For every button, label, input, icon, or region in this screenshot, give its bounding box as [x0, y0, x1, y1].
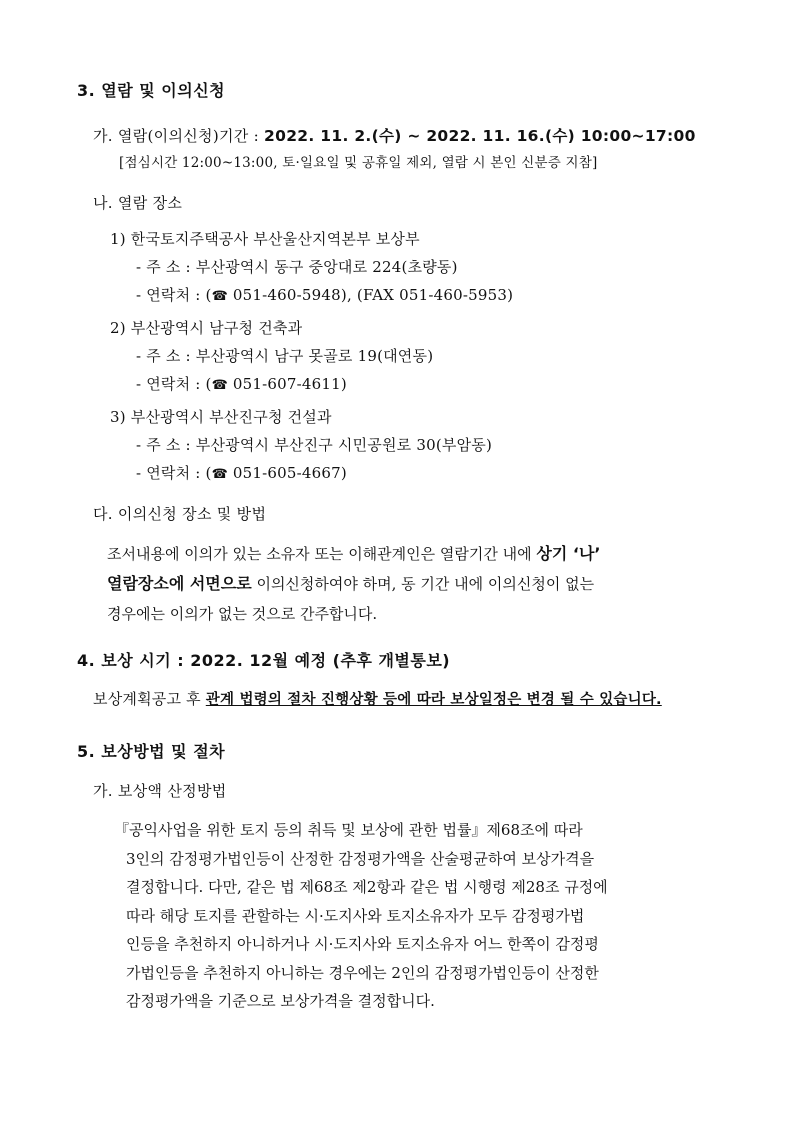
- section-5-title: 5. 보상방법 및 절차: [77, 742, 226, 761]
- valuation-line-5: 인등을 추천하지 아니하거나 시·도지사와 토지소유자 어느 한쪽이 감정평: [126, 935, 599, 953]
- compensation-schedule-note: 보상계획공고 후 관계 법령의 절차 진행상황 등에 따라 보상일정은 변경 될 수 있습니다.: [93, 690, 662, 708]
- place-1-address: - 주 소 : 부산광역시 동구 중앙대로 224(초량동): [136, 258, 458, 276]
- place-3-address: - 주 소 : 부산광역시 부산진구 시민공원로 30(부암동): [136, 436, 493, 454]
- place-1-name: 1) 한국토지주택공사 부산울산지역본부 보상부: [110, 230, 420, 248]
- place-1-contact: [136, 284, 513, 305]
- objection-method-label: 다. 이의신청 장소 및 방법: [93, 505, 267, 523]
- contact-prefix: - 연락처 : (: [136, 464, 212, 482]
- objection-paragraph: [107, 539, 719, 629]
- place-2-address: - 주 소 : 부산광역시 남구 못골로 19(대연동): [136, 347, 434, 365]
- schedule-change-notice: 관계 법령의 절차 진행상황 등에 따라 보상일정은 변경 될 수 있습니다.: [205, 692, 662, 708]
- valuation-line-3: 결정합니다. 다만, 같은 법 제68조 제2항과 같은 법 시행령 제28조 규정에: [126, 878, 608, 896]
- place-3-contact: [136, 462, 347, 483]
- inspection-places-label: 나. 열람 장소: [93, 194, 183, 212]
- inspection-period-label: 가. 열람(이의신청)기간 :: [93, 127, 265, 145]
- valuation-method-label: 가. 보상액 산정방법: [93, 782, 227, 800]
- valuation-line-1: 『공익사업을 위한 토지 등의 취득 및 보상에 관한 법률』제68조에 따라: [114, 821, 583, 839]
- place-2-contact: [136, 373, 347, 394]
- valuation-line-2: 3인의 감정평가법인등이 산정한 감정평가액을 산술평균하여 보상가격을: [126, 849, 595, 868]
- contact-number: 051-460-5948), (FAX 051-460-5953): [227, 286, 514, 304]
- phone-icon: ☎: [211, 289, 228, 304]
- section-3-title: 3. 열람 및 이의신청: [77, 81, 226, 100]
- objection-line-2: 열람장소에 서면으로 이의신청하여야 하며, 동 기간 내에 이의신청이 없는: [107, 574, 595, 593]
- valuation-line-4: 따라 해당 토지를 관할하는 시·도지사와 토지소유자가 모두 감정평가법: [126, 906, 585, 925]
- contact-number: 051-607-4611): [227, 375, 347, 393]
- phone-icon: ☎: [211, 378, 228, 393]
- contact-number: 051-605-4667): [227, 464, 347, 482]
- inspection-period-value: 2022. 11. 2.(수) ~ 2022. 11. 16.(수) 10:00~17:00: [264, 127, 696, 145]
- inspection-period: [93, 124, 696, 146]
- objection-line-1: 조서내용에 이의가 있는 소유자 또는 이해관계인은 열람기간 내에 상기 ‘나’: [107, 544, 601, 563]
- inspection-note: [점심시간 12:00~13:00, 토·일요일 및 공휴일 제외, 열람 시 본인 신분증 지참]: [119, 155, 598, 171]
- place-3-name: 3) 부산광역시 부산진구청 건설과: [110, 408, 332, 426]
- contact-prefix: - 연락처 : (: [136, 286, 212, 304]
- contact-prefix: - 연락처 : (: [136, 375, 212, 393]
- section-4-title: 4. 보상 시기 : 2022. 12월 예정 (추후 개별통보): [77, 651, 451, 670]
- valuation-line-6: 가법인등을 추천하지 아니하는 경우에는 2인의 감정평가법인등이 산정한: [126, 963, 599, 982]
- phone-icon: ☎: [211, 467, 228, 482]
- valuation-line-7: 감정평가액을 기준으로 보상가격을 결정합니다.: [126, 992, 435, 1010]
- objection-line-3: 경우에는 이의가 없는 것으로 간주합니다.: [107, 605, 378, 623]
- valuation-paragraph: [114, 816, 719, 1016]
- place-2-name: 2) 부산광역시 남구청 건축과: [110, 319, 303, 337]
